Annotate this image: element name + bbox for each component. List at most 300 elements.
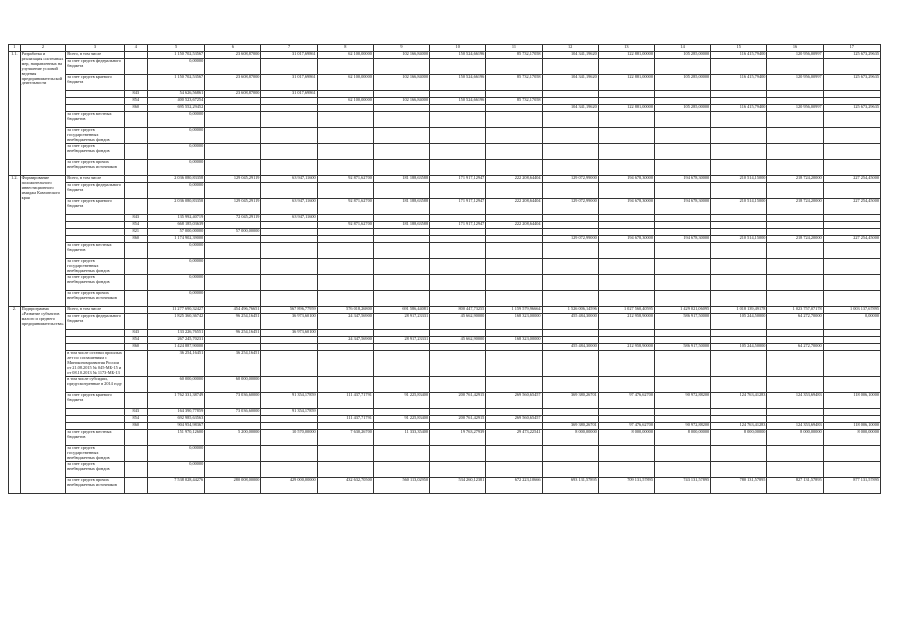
amount-cell: 171 917,12947 (430, 222, 486, 229)
amount-cell: 96 254,16451 (205, 330, 261, 337)
amount-cell: 0,00000 (147, 462, 204, 478)
amount-cell: 122 881,00000 (598, 105, 654, 112)
table-row (9, 75, 881, 91)
amount-cell (767, 337, 823, 344)
amount-cell: 63 947,11600 (261, 176, 317, 183)
amount-cell (542, 337, 598, 344)
amount-cell (711, 183, 767, 199)
funding-source-label: Всего, в том числе (66, 52, 124, 59)
amount-cell (711, 98, 767, 105)
amount-cell: 36 254,16451 (147, 351, 204, 377)
amount-cell (654, 144, 710, 160)
amount-cell (486, 259, 542, 275)
table-row (9, 128, 881, 144)
table-row (9, 314, 881, 330)
table-row (9, 275, 881, 291)
amount-cell (823, 144, 880, 160)
amount-cell (542, 215, 598, 222)
amount-cell: 36 973,60100 (261, 330, 317, 337)
table-row (9, 91, 881, 98)
amount-cell: 560 113,02950 (373, 478, 429, 494)
amount-cell (261, 183, 317, 199)
budget-code: 821 (124, 229, 147, 236)
funding-source-label (66, 91, 124, 98)
amount-cell: 1 424 887,90000 (147, 344, 204, 351)
amount-cell (430, 259, 486, 275)
amount-cell (373, 112, 429, 128)
amount-cell (654, 291, 710, 307)
amount-cell: 23 608,87000 (205, 75, 261, 91)
amount-cell (542, 330, 598, 337)
budget-table (8, 44, 881, 494)
amount-cell (711, 243, 767, 259)
amount-cell (598, 183, 654, 199)
amount-cell (598, 144, 654, 160)
amount-cell (205, 275, 261, 291)
amount-cell (430, 105, 486, 112)
amount-cell: 400 523,67254 (147, 98, 204, 105)
amount-cell (373, 59, 429, 75)
amount-cell: 92 871,62700 (317, 222, 373, 229)
amount-cell: 194 678,30000 (598, 236, 654, 243)
amount-cell: 97 476,62700 (598, 423, 654, 430)
table-row (9, 160, 881, 176)
amount-cell (542, 243, 598, 259)
amount-cell (205, 160, 261, 176)
amount-cell (373, 215, 429, 222)
header-cell: 17 (823, 45, 880, 52)
amount-cell (711, 128, 767, 144)
amount-cell (598, 98, 654, 105)
amount-cell (598, 275, 654, 291)
amount-cell: 210 514,15000 (711, 199, 767, 215)
amount-cell (767, 330, 823, 337)
amount-cell (486, 351, 542, 377)
table-row (9, 98, 881, 105)
table-row (9, 222, 881, 229)
amount-cell (711, 446, 767, 462)
amount-cell: 1 150 702,53567 (147, 52, 204, 59)
funding-source-label: за счет средств федерального бюджета (66, 183, 124, 199)
amount-cell (317, 183, 373, 199)
amount-cell: 200 761,42915 (430, 416, 486, 423)
amount-cell (261, 105, 317, 112)
amount-cell: 91 225,83400 (373, 416, 429, 423)
amount-cell (317, 215, 373, 222)
amount-cell: 218 724,20000 (767, 199, 823, 215)
amount-cell (430, 183, 486, 199)
amount-cell (711, 112, 767, 128)
amount-cell: 63 947,11600 (261, 199, 317, 215)
amount-cell (205, 105, 261, 112)
budget-code: 854 (124, 98, 147, 105)
amount-cell: 168 323,00000 (486, 314, 542, 330)
amount-cell: 111 437,71791 (317, 416, 373, 423)
funding-source-label: в том числе субсидии, предусмотренные в 2014 году (66, 377, 124, 393)
amount-cell (542, 91, 598, 98)
table-row (9, 330, 881, 337)
table-row (9, 446, 881, 462)
amount-cell: 124 353,69483 (767, 423, 823, 430)
amount-cell: 92 871,62700 (317, 199, 373, 215)
amount-cell: 124 763,41283 (711, 423, 767, 430)
amount-cell: 104 341,19620 (542, 52, 598, 59)
amount-cell (430, 160, 486, 176)
amount-cell (486, 344, 542, 351)
amount-cell (823, 351, 880, 377)
amount-cell (654, 446, 710, 462)
amount-cell (542, 128, 598, 144)
amount-cell (767, 462, 823, 478)
amount-cell: 181 188,63588 (373, 176, 429, 183)
amount-cell: 57 000,00000 (205, 229, 261, 236)
amount-cell (430, 377, 486, 393)
amount-cell (205, 291, 261, 307)
amount-cell (205, 236, 261, 243)
budget-code (124, 112, 147, 128)
amount-cell (654, 416, 710, 423)
amount-cell (261, 112, 317, 128)
amount-cell: 0,00000 (147, 59, 204, 75)
amount-cell: 60 000,00000 (147, 377, 204, 393)
amount-cell: 118 006,10000 (823, 393, 880, 409)
amount-cell (711, 351, 767, 377)
amount-cell (542, 98, 598, 105)
amount-cell (767, 222, 823, 229)
section-name: Подпрограмма «Развитие субъектов малого и среднего предпринимательства» (20, 307, 66, 494)
section-number: 2. (9, 307, 21, 494)
amount-cell: 210 514,15000 (711, 176, 767, 183)
amount-cell: 105 285,00000 (654, 75, 710, 91)
budget-code (124, 144, 147, 160)
funding-source-label: за счет средств государственных внебюджетных фондов (66, 128, 124, 144)
amount-cell: 1 027 560,40595 (598, 307, 654, 314)
amount-cell: 64 272,70000 (767, 314, 823, 330)
amount-cell: 31 017,69861 (261, 52, 317, 59)
amount-cell (486, 446, 542, 462)
amount-cell: 695 552,29452 (147, 105, 204, 112)
amount-cell (767, 351, 823, 377)
amount-cell (373, 183, 429, 199)
amount-cell: 125 673,29635 (823, 52, 880, 59)
amount-cell (598, 291, 654, 307)
amount-cell (598, 91, 654, 98)
funding-source-label (66, 344, 124, 351)
amount-cell (767, 275, 823, 291)
amount-cell: 0,00000 (147, 446, 204, 462)
amount-cell: 1 159 579,96664 (486, 307, 542, 314)
amount-cell (767, 128, 823, 144)
amount-cell (823, 344, 880, 351)
amount-cell (373, 330, 429, 337)
amount-cell (711, 259, 767, 275)
table-row (9, 351, 881, 377)
budget-code: 860 (124, 344, 147, 351)
amount-cell (205, 462, 261, 478)
amount-cell (767, 112, 823, 128)
amount-cell: 218 724,20000 (767, 236, 823, 243)
amount-cell: 124 763,41283 (711, 393, 767, 409)
amount-cell (767, 59, 823, 75)
amount-cell: 194 678,30000 (654, 236, 710, 243)
amount-cell: 90 972,88200 (654, 423, 710, 430)
amount-cell (711, 409, 767, 416)
amount-cell: 11 277 690,32427 (147, 307, 204, 314)
amount-cell (711, 416, 767, 423)
budget-code: 843 (124, 91, 147, 98)
amount-cell (767, 229, 823, 236)
amount-cell (430, 229, 486, 236)
amount-cell: 1 174 902,39000 (147, 236, 204, 243)
amount-cell: 105 285,00000 (654, 105, 710, 112)
amount-cell (430, 144, 486, 160)
amount-cell: 104 341,19620 (542, 105, 598, 112)
table-row (9, 337, 881, 344)
amount-cell (542, 259, 598, 275)
header-cell: 8 (317, 45, 373, 52)
funding-source-label: за счет средств местных бюджетов (66, 243, 124, 259)
amount-cell: 2 036 080,83358 (147, 176, 204, 183)
amount-cell (486, 183, 542, 199)
amount-cell (654, 229, 710, 236)
amount-cell: 586 917,50000 (654, 314, 710, 330)
budget-code (124, 160, 147, 176)
header-cell: 16 (767, 45, 823, 52)
amount-cell: 455 484,30000 (542, 344, 598, 351)
amount-cell: 7 538 028,44276 (147, 478, 204, 494)
amount-cell (823, 259, 880, 275)
amount-cell: 129 045,29119 (205, 199, 261, 215)
header-cell: 11 (486, 45, 542, 52)
amount-cell (373, 446, 429, 462)
amount-cell: 96 254,16451 (205, 314, 261, 330)
amount-cell (654, 409, 710, 416)
amount-cell: 7 630,26700 (317, 430, 373, 446)
amount-cell (317, 423, 373, 430)
amount-cell: 1 018 139,49178 (711, 307, 767, 314)
table-row (9, 52, 881, 59)
amount-cell: 72 045,29119 (205, 215, 261, 222)
amount-cell: 181 188,63588 (373, 199, 429, 215)
amount-cell (261, 337, 317, 344)
amount-cell: 120 956,00997 (767, 75, 823, 91)
amount-cell: 11 333,35400 (373, 430, 429, 446)
amount-cell (430, 330, 486, 337)
amount-cell (373, 144, 429, 160)
amount-cell (486, 215, 542, 222)
amount-cell (598, 128, 654, 144)
amount-cell (430, 409, 486, 416)
amount-cell (823, 416, 880, 423)
amount-cell (373, 462, 429, 478)
amount-cell: 200 761,42915 (430, 393, 486, 409)
amount-cell (373, 344, 429, 351)
amount-cell: 567 896,77959 (261, 307, 317, 314)
amount-cell (823, 291, 880, 307)
amount-cell (598, 243, 654, 259)
amount-cell (261, 275, 317, 291)
amount-cell (711, 275, 767, 291)
funding-source-label: Всего, в том числе (66, 307, 124, 314)
amount-cell (205, 183, 261, 199)
budget-code (124, 183, 147, 199)
amount-cell (823, 377, 880, 393)
amount-cell (654, 59, 710, 75)
budget-code: 860 (124, 423, 147, 430)
amount-cell (205, 144, 261, 160)
amount-cell: 1 526 006,14596 (542, 307, 598, 314)
amount-cell (430, 112, 486, 128)
amount-cell (430, 215, 486, 222)
amount-cell: 181 188,63588 (373, 222, 429, 229)
header-cell: 13 (598, 45, 654, 52)
amount-cell (598, 215, 654, 222)
amount-cell: 54 626,56861 (147, 91, 204, 98)
amount-cell: 1 003 137,67895 (823, 307, 880, 314)
amount-cell (711, 229, 767, 236)
table-row (9, 409, 881, 416)
amount-cell: 97 476,62700 (598, 393, 654, 409)
amount-cell (542, 160, 598, 176)
amount-cell (317, 236, 373, 243)
amount-cell (767, 291, 823, 307)
amount-cell (542, 377, 598, 393)
funding-source-label: за счет средств краевого бюджета (66, 393, 124, 409)
budget-code (124, 59, 147, 75)
amount-cell (486, 462, 542, 478)
amount-cell (823, 275, 880, 291)
amount-cell (261, 446, 317, 462)
funding-source-label: за счет средств государственных внебюджетных фондов (66, 446, 124, 462)
amount-cell: 0,00000 (147, 275, 204, 291)
amount-cell: 129 045,29119 (205, 176, 261, 183)
table-row (9, 199, 881, 215)
budget-code (124, 351, 147, 377)
amount-cell: 691 586,44081 (373, 307, 429, 314)
amount-cell: 0,00000 (147, 291, 204, 307)
amount-cell (261, 144, 317, 160)
funding-source-label: за счет средств местных бюджетов (66, 430, 124, 446)
amount-cell (542, 416, 598, 423)
header-cell: 6 (205, 45, 261, 52)
section-number: 1.2. (9, 176, 21, 307)
amount-cell (542, 462, 598, 478)
funding-source-label (66, 105, 124, 112)
amount-cell (542, 409, 598, 416)
header-cell: 12 (542, 45, 598, 52)
amount-cell (205, 446, 261, 462)
amount-cell: 269 560,65457 (486, 416, 542, 423)
amount-cell (598, 160, 654, 176)
amount-cell: 129 072,99000 (542, 199, 598, 215)
amount-cell (542, 446, 598, 462)
amount-cell (486, 229, 542, 236)
amount-cell: 150 524,66196 (430, 75, 486, 91)
amount-cell (542, 112, 598, 128)
budget-code: 843 (124, 330, 147, 337)
amount-cell (598, 112, 654, 128)
amount-cell: 369 380,26701 (542, 423, 598, 430)
amount-cell (654, 112, 710, 128)
amount-cell: 105 244,50000 (711, 314, 767, 330)
funding-source-label: за счет средств прочих внебюджетных источников (66, 478, 124, 494)
amount-cell (317, 462, 373, 478)
amount-cell (823, 59, 880, 75)
amount-cell: 1 023 757,07178 (767, 307, 823, 314)
amount-cell: 135 992,40719 (147, 215, 204, 222)
amount-cell (373, 409, 429, 416)
amount-cell (598, 59, 654, 75)
budget-code (124, 176, 147, 183)
table-row (9, 430, 881, 446)
funding-source-label: Всего, в том числе (66, 176, 124, 183)
amount-cell (373, 160, 429, 176)
budget-code (124, 393, 147, 409)
amount-cell (205, 98, 261, 105)
amount-cell: 904 954,98367 (147, 423, 204, 430)
funding-source-label: за счет средств внебюджетных фондов (66, 275, 124, 291)
amount-cell: 150 524,66196 (430, 98, 486, 105)
amount-cell (261, 222, 317, 229)
amount-cell (823, 160, 880, 176)
amount-cell: 62 100,00000 (317, 75, 373, 91)
amount-cell (317, 59, 373, 75)
table-row (9, 176, 881, 183)
funding-source-label (66, 229, 124, 236)
amount-cell: 151 970,12600 (147, 430, 204, 446)
table-row (9, 105, 881, 112)
amount-cell (373, 275, 429, 291)
amount-cell (823, 409, 880, 416)
amount-cell: 227 254,45000 (823, 199, 880, 215)
amount-cell: 111 437,71791 (317, 393, 373, 409)
amount-cell: 8 000,00000 (711, 430, 767, 446)
amount-cell: 210 514,15000 (711, 236, 767, 243)
amount-cell: 194 678,30000 (654, 199, 710, 215)
funding-source-label: за счет средств краевого бюджета (66, 199, 124, 215)
table-row (9, 236, 881, 243)
budget-code (124, 75, 147, 91)
funding-source-label: за счет средств краевого бюджета (66, 75, 124, 91)
amount-cell: 29 473,22541 (486, 430, 542, 446)
amount-cell (767, 243, 823, 259)
section-number: 1.1. (9, 52, 21, 176)
amount-cell: 92 871,62700 (317, 176, 373, 183)
amount-cell (823, 243, 880, 259)
amount-cell: 133 226,76551 (147, 330, 204, 337)
amount-cell: 124 353,69483 (767, 393, 823, 409)
amount-cell (654, 377, 710, 393)
amount-cell: 780 131,57895 (711, 478, 767, 494)
amount-cell (598, 409, 654, 416)
amount-cell (373, 91, 429, 98)
amount-cell (823, 112, 880, 128)
amount-cell (486, 236, 542, 243)
amount-cell (486, 91, 542, 98)
header-cell: 7 (261, 45, 317, 52)
amount-cell (486, 105, 542, 112)
amount-cell: 0,00000 (147, 144, 204, 160)
funding-source-label (66, 416, 124, 423)
amount-cell: 57 000,00000 (147, 229, 204, 236)
funding-source-label: в том числе остатки прошлых лет по соглашениям с Минэкономразвития России от 21.08.2015 № 045-МБ-15 и от 08.10.2013 № 1173-МБ-13 (66, 351, 124, 377)
amount-cell (486, 112, 542, 128)
amount-cell (205, 337, 261, 344)
amount-cell (317, 446, 373, 462)
amount-cell (430, 351, 486, 377)
amount-cell (373, 128, 429, 144)
amount-cell (711, 291, 767, 307)
